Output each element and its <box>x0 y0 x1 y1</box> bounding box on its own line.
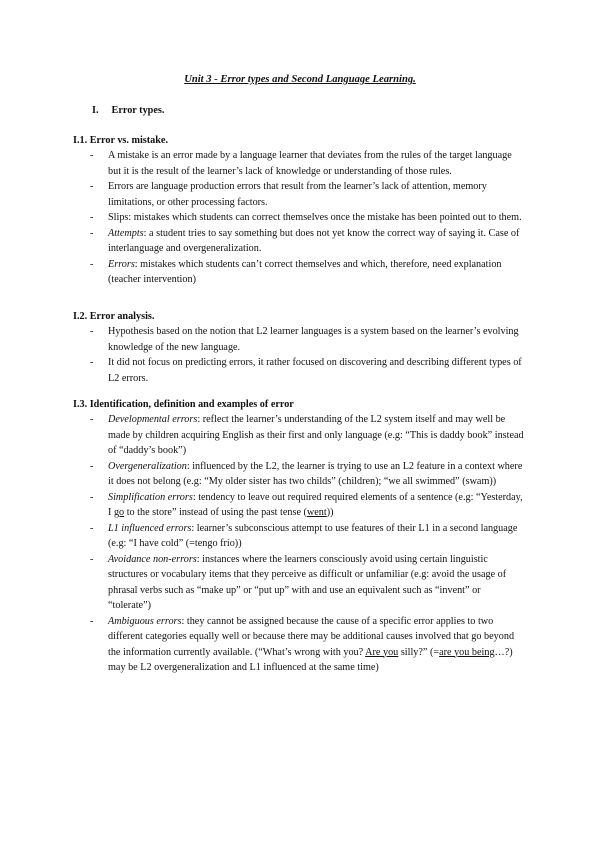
item-term: Errors <box>108 258 135 270</box>
item-text: Hypothesis based on the notion that L2 learner languages is a system based on the learner’s evolving knowledge of the new language. <box>108 326 519 353</box>
page-title: Unit 3 - Error types and Second Language Learning. <box>184 74 416 85</box>
item-term: Simplification errors <box>108 491 193 503</box>
item-text: : they cannot be assigned because the cause of a specific error applies to two different categories equally well or because there may be additional causes involved that go beyond the information currently available. (“What’s wrong with you? <box>108 615 515 658</box>
item-text: )) <box>326 507 334 518</box>
list-item <box>90 459 526 490</box>
list-item <box>90 210 526 226</box>
section-number: I. <box>92 105 99 116</box>
subsection-1-list <box>90 148 526 288</box>
subsection-3-list <box>90 412 526 676</box>
subsection-heading-2: I.2. Error analysis. <box>73 311 155 322</box>
list-item <box>90 412 526 459</box>
list-item <box>90 355 526 386</box>
item-text: : learner’s subconscious attempt to use features of their L1 in a second language (e.g: “I have cold” (=tengo frío)) <box>108 522 518 549</box>
item-term: L1 influenced errors <box>108 522 192 534</box>
item-text: It did not focus on predicting errors, it rather focused on discovering and describing different types of L2 errors. <box>108 357 522 384</box>
item-term: Avoidance non-errors <box>108 553 197 565</box>
list-item <box>90 324 526 355</box>
list-item <box>90 226 526 257</box>
item-text: A mistake is an error made by a language learner that deviates from the rules of the target language but it is the result of the learner’s lack of knowledge or understanding of those rules. <box>108 150 512 177</box>
item-term: Attempts <box>108 227 144 239</box>
list-item <box>90 148 526 179</box>
item-text: : a student tries to say something but does not yet know the correct way of saying it. Case of interlanguage and overgeneralization. <box>108 227 520 254</box>
underlined-word: went <box>306 507 327 518</box>
list-item <box>90 552 526 614</box>
list-item <box>90 490 526 521</box>
list-item <box>90 614 526 676</box>
section-title: Error types. <box>111 105 165 116</box>
item-text: to the store” instead of using the past tense ( <box>124 507 307 518</box>
item-text: silly?” (= <box>398 646 440 658</box>
item-text: Errors are language production errors that result from the learner’s lack of attention, memory limitations, or other processing factors. <box>108 181 487 208</box>
underlined-word: are you being <box>439 646 495 658</box>
list-item <box>90 521 526 552</box>
section-heading <box>92 103 164 119</box>
item-text: : instances where the learners consciously avoid using certain linguistic structures or vocabulary items that they perceive as difficult or unfamiliar (e.g: avoid the usage of phrasal verbs such as “make up” or “put up” with and use an equivalent such as “invent” or “tolerate”) <box>108 553 507 611</box>
subsection-heading-3: I.3. Identification, definition and examples of error <box>73 399 294 410</box>
item-term: Ambiguous errors <box>108 615 182 627</box>
item-text: : influenced by the L2, the learner is trying to use an L2 feature in a context where it does not belong (e.g: “My older sister has two childs” (children); “we all swimmed” (swam)) <box>108 460 523 487</box>
list-item <box>90 179 526 210</box>
item-text: …?) may be L2 overgeneralization and L1 influenced at the same time) <box>108 646 513 673</box>
item-term: Developmental errors <box>108 414 198 425</box>
item-text: : tendency to leave out required required elements of a sentence (e.g: “Yesterday, I <box>108 491 523 518</box>
underlined-word: go <box>113 507 125 518</box>
item-text: Slips: mistakes which students can correct themselves once the mistake has been pointed out to them. <box>108 212 522 223</box>
subsection-2-list <box>90 324 526 386</box>
item-term: Overgeneralization <box>108 460 187 472</box>
underlined-word: Are you <box>365 646 399 658</box>
item-text: : mistakes which students can’t correct themselves and which, therefore, need explanation (teacher intervention) <box>108 258 502 285</box>
list-item <box>90 257 526 288</box>
item-text: : reflect the learner’s understanding of the L2 system itself and may well be made by children acquiring English as their first and only language (e.g: “This is daddy book” instead of “daddy’s book”) <box>108 414 524 456</box>
subsection-heading-1: I.1. Error vs. mistake. <box>73 135 168 146</box>
